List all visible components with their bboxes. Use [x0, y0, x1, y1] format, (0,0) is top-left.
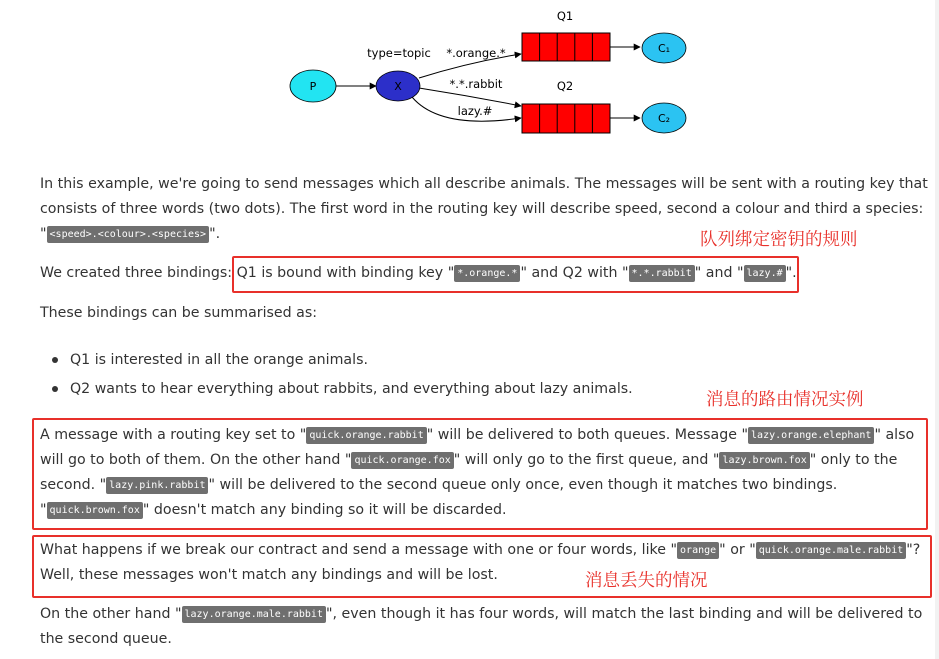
- intro-line-2: consists of three words (two dots). The first word in the routing key will describe speed, second a colour and third a species:: [40, 201, 924, 217]
- binding-label-1: *.orange.*: [446, 46, 506, 60]
- bullet-dot: [52, 357, 58, 363]
- four-words-paragraph: On the other hand " lazy.orange.male.rabbit ", even though it has four words, will match the last binding and will be delivered to the second queue.: [40, 606, 923, 647]
- binding-summary-list: [40, 346, 633, 404]
- code-binding-lazy: lazy.#: [744, 265, 786, 282]
- exchange-type-label: type=topic: [367, 46, 431, 60]
- queue2-label: Q2: [556, 79, 574, 93]
- code-quick-orange-rabbit: quick.orange.rabbit: [306, 427, 426, 444]
- note-lost-messages: 消息丢失的情况: [585, 571, 708, 591]
- code-lazy-pink-rabbit: lazy.pink.rabbit: [106, 477, 208, 494]
- code-quick-orange-fox: quick.orange.fox: [351, 452, 453, 469]
- code-orange: orange: [677, 542, 719, 559]
- intro-line-1: In this example, we're going to send messages which all describe animals. The messages will be sent with a routing key that: [40, 176, 928, 192]
- note-routing-examples: 消息的路由情况实例: [706, 390, 864, 410]
- bullet-dot: [52, 386, 58, 392]
- list-item: Q2 wants to hear everything about rabbits, and everything about lazy animals.: [40, 375, 633, 404]
- queue1-label: Q1: [556, 9, 574, 23]
- topic-exchange-diagram: [0, 0, 939, 150]
- producer-label: P: [309, 80, 317, 93]
- code-lazy-orange-elephant: lazy.orange.elephant: [748, 427, 874, 444]
- code-binding-orange: *.orange.*: [454, 265, 520, 282]
- code-quick-brown-fox: quick.brown.fox: [47, 502, 143, 519]
- code-lazy-brown-fox: lazy.brown.fox: [719, 452, 809, 469]
- highlight-box-bindings: [232, 256, 799, 293]
- lost-messages-paragraph: What happens if we break our contract and send a message with one or four words, like " orange " or " quick.orange.male.rabbit "? Well, these messages won't match any bindings and will be lost.: [40, 542, 921, 583]
- queue1-node: [522, 33, 610, 61]
- binding-label-2: *.*.rabbit: [449, 77, 503, 91]
- consumer2-label: C₂: [657, 112, 671, 125]
- summary-intro: These bindings can be summarised as:: [40, 305, 318, 321]
- list-item: Q1 is interested in all the orange animals.: [40, 346, 633, 375]
- exchange-label: X: [394, 80, 402, 93]
- code-quick-orange-male-rabbit: quick.orange.male.rabbit: [756, 542, 907, 559]
- code-lazy-orange-male-rabbit: lazy.orange.male.rabbit: [182, 606, 326, 623]
- code-binding-rabbit: *.*.rabbit: [629, 265, 695, 282]
- page-scroll-edge: [935, 0, 939, 659]
- intro-line-3: " <speed>.<colour>.<species> ".: [40, 226, 221, 242]
- note-binding-rules: 队列绑定密钥的规则: [700, 230, 858, 250]
- code-routing-key-format: <speed>.<colour>.<species>: [47, 226, 210, 243]
- bindings-paragraph: We created three bindings: Q1 is bound with binding key " *.orange.* " and Q2 with " *.*.rabbit " and " lazy.# ".: [40, 265, 797, 281]
- binding-label-3: lazy.#: [457, 104, 493, 118]
- consumer1-label: C₁: [657, 42, 671, 55]
- queue2-node: [522, 104, 610, 133]
- routing-examples-paragraph: A message with a routing key set to " quick.orange.rabbit " will be delivered to both queues. Message " lazy.orange.elephant " also will go to both of them. On the other hand " quick.orange.fox " will only go to the first queue, and " lazy.brown.fox " only to the second. " lazy.pink.rabbit " will be delivered to the second queue only once, even though it matches two bindings. " quick.brown.fox " doesn't match any binding so it will be discarded.: [40, 427, 915, 518]
